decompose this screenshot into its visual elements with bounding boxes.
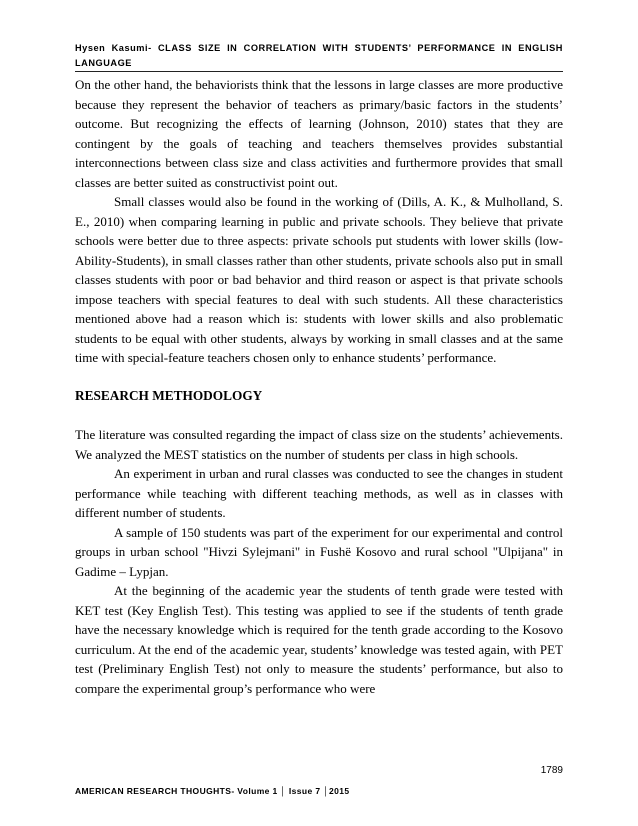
paragraph: The literature was consulted regarding the impact of class size on the students’ achievements. We analyzed the MEST statistics on the number of students per class in high schools. xyxy=(75,427,563,462)
paragraph: Small classes would also be found in the working of (Dills, A. K., & Mulholland, S. E., 2010) when comparing learning in public and private schools. They believe that private schools were better due to three aspects: private schools put students with lower skills (low-Ability-Students), in small classes rather than other students, private schools also put in small classes students with poor or bad behavior and third reason or aspect is that private schools impose teachers with special features to deal with such students. All these characteristics mentioned above had a reason which is: students with lower skills and also problematic students to be equal with other students, always by working in small classes and at the same time with special-feature teachers chosen only to enhance students’ performance. xyxy=(75,194,563,365)
running-header: Hysen Kasumi- CLASS SIZE IN CORRELATION WITH STUDENTS’ PERFORMANCE IN ENGLISH LANGUAGE xyxy=(75,43,563,68)
paragraph: On the other hand, the behaviorists think that the lessons in large classes are more productive because they represent the behavior of teachers as primary/basic factors in the students’ outcome. But recognizing the effects of learning (Johnson, 2010) states that they are contingent by the goals of teaching and teachers themselves provides substantial interconnections between class size and class activities and furthermore provides that small classes are better suited as constructivist point out. xyxy=(75,77,563,190)
paragraph: An experiment in urban and rural classes was conducted to see the changes in student performance while teaching with different teaching methods, as well as in classes with different number of students. xyxy=(75,466,563,520)
page-number: 1789 xyxy=(540,765,563,776)
paragraph: A sample of 150 students was part of the experiment for our experimental and control groups in urban school "Hivzi Sylejmani" in Fushë Kosovo and rural school "Ulpijana" in Gadime – Lypjan. xyxy=(75,524,563,579)
body-text xyxy=(75,75,563,698)
journal-footer: AMERICAN RESEARCH THOUGHTS- Volume 1 │ Issue 7 │2015 xyxy=(75,786,350,796)
section-heading: RESEARCH METHODOLOGY xyxy=(75,387,263,403)
header-divider xyxy=(75,71,563,72)
paragraph: At the beginning of the academic year the students of tenth grade were tested with KET test (Key English Test). This testing was applied to see if the students of tenth grade have the necessary knowledge which is required for the tenth grade according to the Kosovo curriculum. At the end of the academic year, students’ knowledge was tested again, with PET test (Preliminary English Test) not only to measure the students’ performance, but also to compare the experimental group’s performance who were xyxy=(75,583,563,696)
